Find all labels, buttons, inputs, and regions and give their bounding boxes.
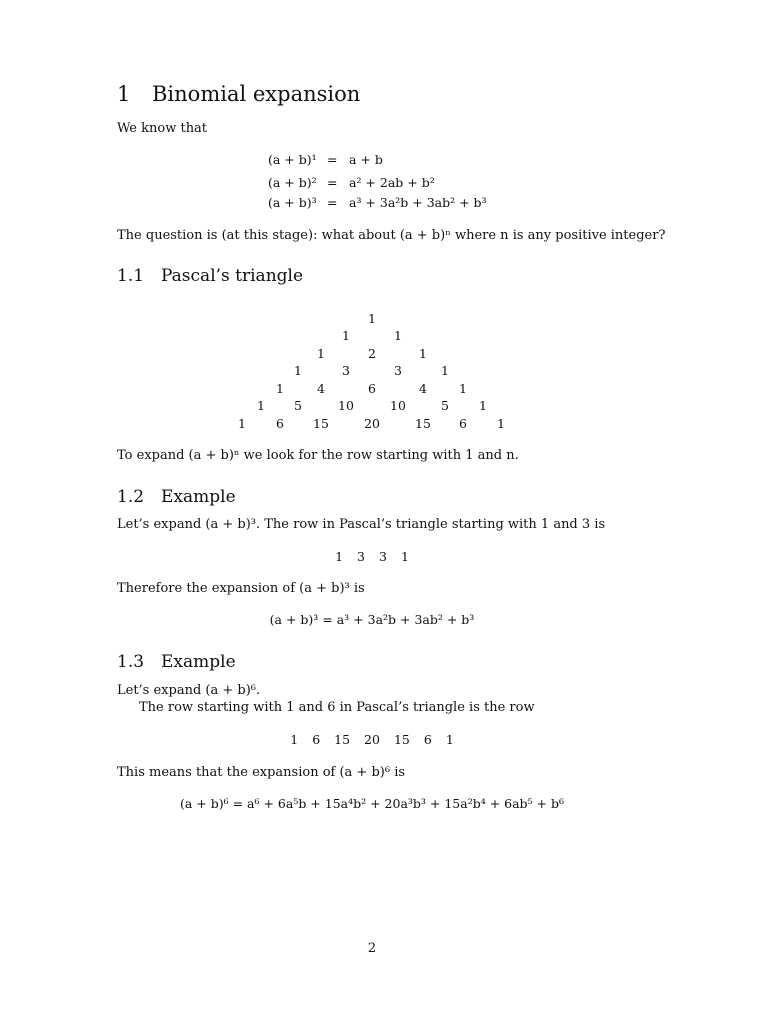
equation-rhs-1: a + b [349,152,383,167]
pascal-entry: 1 [394,328,402,343]
page-number: 2 [367,941,377,956]
expand-text: To expand (a + b)ⁿ we look for the row starting with 1 and n. [117,448,519,463]
equation-lhs-1: (a + b)¹ [268,152,317,167]
equation-lhs-3: (a + b)³ [268,195,317,210]
example-1-intro: Let’s expand (a + b)³. The row in Pascal’s triangle starting with 1 and 3 is [117,517,606,532]
example-2-result: (a + b)⁶ = a⁶ + 6a⁵b + 15a⁴b² + 20a³b³ + 15a²b⁴ + 6ab⁵ + b⁶ [179,796,565,811]
pascal-entry: 3 [342,363,350,378]
pascal-entry: 1 [497,416,505,431]
pascal-entry: 1 [479,398,487,413]
pascal-entry: 5 [441,398,449,413]
example-1-therefore: Therefore the expansion of (a + b)³ is [117,581,365,596]
example-1-row [0,549,744,564]
equation-rel-2: = [327,175,338,190]
pascal-entry: 15 [415,416,431,431]
pascal-entry: 4 [317,381,325,396]
row-entry: 6 [312,732,321,747]
section-title: Binomial expansion [152,82,361,106]
example-2-row [0,732,744,747]
pascal-entry: 1 [294,363,302,378]
section-heading [117,82,360,106]
subsection-number: 1.3 [117,652,145,672]
pascal-entry: 20 [364,416,380,431]
pascal-entry: 1 [238,416,246,431]
pascal-entry: 1 [441,363,449,378]
pascal-entry: 1 [317,346,325,361]
row-entry: 1 [445,732,454,747]
row-entry: 1 [290,732,299,747]
row-entry: 1 [400,549,409,564]
pascal-entry: 1 [419,346,427,361]
row-entry: 3 [379,549,387,564]
pascal-entry: 10 [390,398,406,413]
intro-text: We know that [117,121,208,136]
pascal-entry: 10 [338,398,354,413]
example-1-result: (a + b)³ = a³ + 3a²b + 3ab² + b³ [269,612,475,627]
equation-rhs-2: a² + 2ab + b² [349,175,435,190]
subsection-title: Example [161,652,236,672]
row-entry: 3 [357,549,365,564]
pascal-entry: 3 [394,363,402,378]
pascal-entry: 6 [459,416,467,431]
row-entry: 1 [335,549,344,564]
pascal-entry: 1 [368,311,376,326]
subsection-number: 1.2 [117,487,145,507]
pascal-entry: 1 [342,328,350,343]
equation-lhs-2: (a + b)² [268,175,317,190]
subsection-title: Pascal’s triangle [161,266,304,286]
row-entry: 15 [393,732,410,747]
row-entry: 6 [423,732,432,747]
example-2-line2: The row starting with 1 and 6 in Pascal’s triangle is the row [139,700,535,715]
subsection-heading-example-1 [117,487,236,507]
example-2-intro: Let’s expand (a + b)⁶. [117,683,261,698]
equation-rel-1: = [327,152,338,167]
pascal-entry: 4 [419,381,427,396]
pascal-entry: 6 [276,416,284,431]
pascal-entry: 6 [368,381,376,396]
subsection-number: 1.1 [117,266,145,286]
pascal-entry: 1 [257,398,265,413]
pascal-entry: 5 [294,398,302,413]
subsection-heading-example-2 [117,652,236,672]
pascal-entry: 1 [276,381,284,396]
pascal-entry: 15 [313,416,329,431]
subsection-title: Example [161,487,236,507]
pascal-entry: 1 [459,381,467,396]
equation-rhs-3: a³ + 3a²b + 3ab² + b³ [349,195,487,210]
subsection-heading-pascal [117,266,303,286]
question-text: The question is (at this stage): what about (a + b)ⁿ where n is any positive integer? [117,228,666,243]
equation-rel-3: = [327,195,338,210]
row-entry: 15 [334,732,351,747]
pascal-entry: 2 [368,346,376,361]
row-entry: 20 [364,732,380,747]
section-number: 1 [117,82,131,106]
example-2-means: This means that the expansion of (a + b)⁶ is [117,765,406,780]
